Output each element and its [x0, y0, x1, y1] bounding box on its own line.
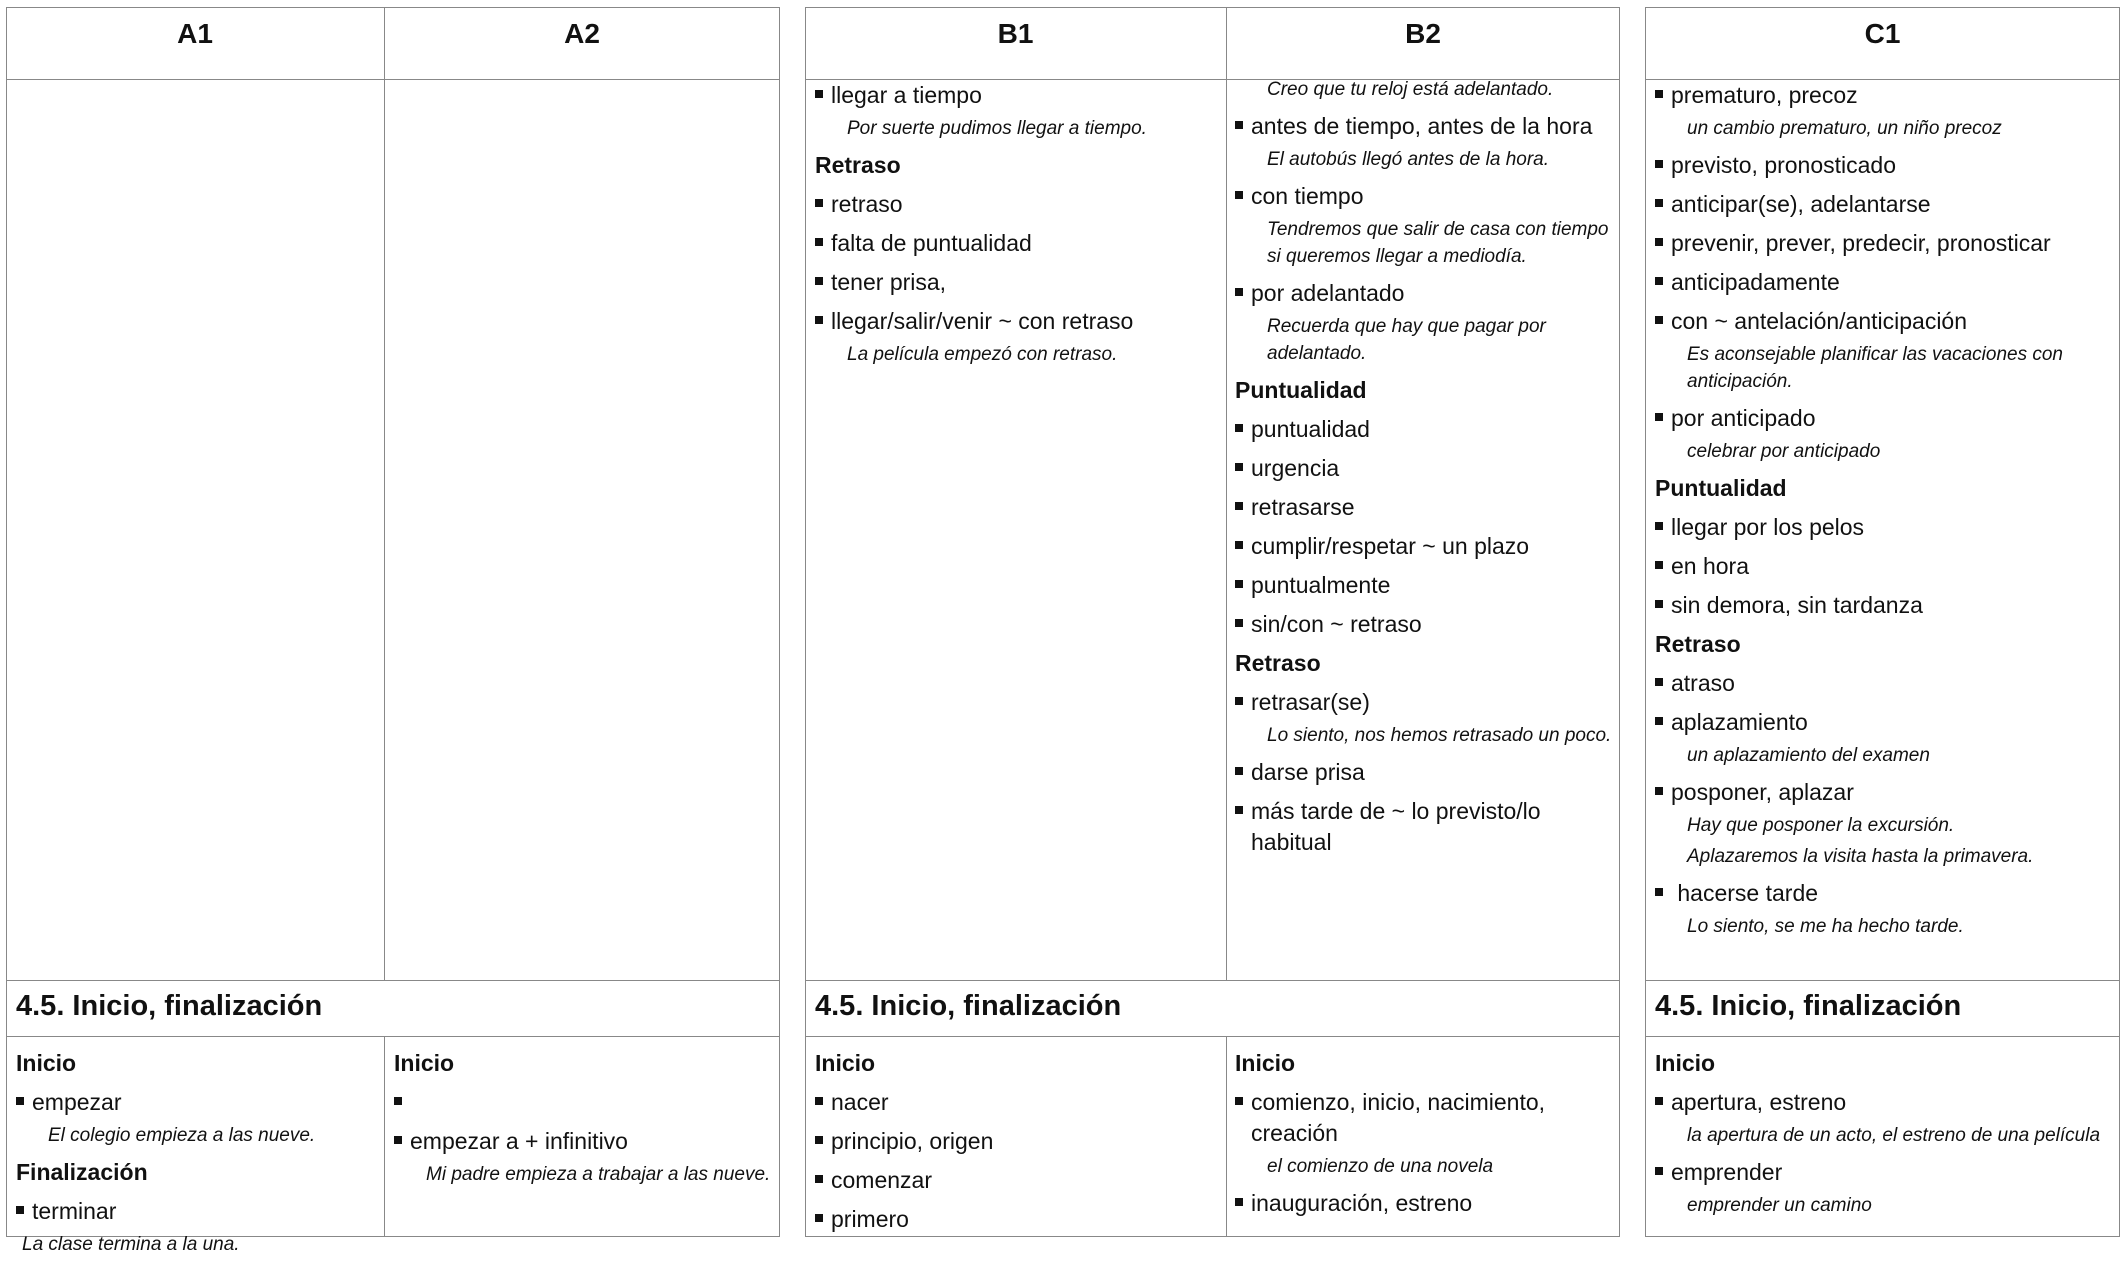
bullet-icon — [1235, 191, 1243, 199]
item-text: sin/con ~ retraso — [1251, 611, 1422, 637]
bullet-icon — [1655, 522, 1663, 530]
bullet-icon — [1655, 678, 1663, 686]
list-item — [815, 306, 1215, 337]
divider — [384, 7, 385, 980]
subheading: Inicio — [1655, 1050, 1716, 1076]
header-b2: B2 — [1405, 18, 1441, 49]
item-text: falta de puntualidad — [831, 230, 1032, 256]
list-item — [16, 1196, 381, 1227]
item-text: retraso — [831, 191, 903, 217]
bullet-icon — [1235, 767, 1243, 775]
bullet-icon — [1655, 1167, 1663, 1175]
c1-top-cell — [1655, 80, 2115, 948]
divider — [1226, 1036, 1227, 1236]
header-c1: C1 — [1864, 18, 1901, 49]
list-item — [1655, 306, 2115, 337]
example-text: Tendremos que salir de casa con tiempo si queremos llegar a mediodía. — [1267, 219, 1609, 267]
item-text: atraso — [1671, 670, 1735, 696]
list-item — [1235, 492, 1617, 523]
bullet-icon — [1235, 463, 1243, 471]
item-text: empezar a + infinitivo — [410, 1128, 628, 1154]
b2-bottom-cell — [1235, 1044, 1615, 1227]
list-item — [1655, 668, 2115, 699]
b2-top-cell — [1235, 80, 1617, 866]
list-item — [1235, 1087, 1615, 1149]
list-item — [1655, 707, 2115, 738]
list-item — [394, 1087, 774, 1118]
divider — [1645, 980, 2120, 981]
bullet-icon — [1655, 90, 1663, 98]
bullet-icon — [1655, 888, 1663, 896]
item-text: terminar — [32, 1198, 117, 1224]
list-item — [1655, 1157, 2115, 1188]
subheading: Puntualidad — [1655, 475, 1787, 501]
item-text: retrasar(se) — [1251, 689, 1370, 715]
list-item — [1655, 512, 2115, 543]
bullet-icon — [1655, 316, 1663, 324]
list-item — [1655, 189, 2115, 220]
example-text: Lo siento, nos hemos retrasado un poco. — [1267, 725, 1612, 746]
item-text: llegar/salir/venir ~ con retraso — [831, 308, 1134, 334]
bullet-icon — [1235, 502, 1243, 510]
item-text: anticipadamente — [1671, 269, 1840, 295]
example-text: Es aconsejable planificar las vacaciones con anticipación. — [1687, 344, 2063, 392]
item-text: darse prisa — [1251, 759, 1365, 785]
item-text: con ~ antelación/anticipación — [1671, 308, 1968, 334]
subheading: Finalización — [16, 1159, 148, 1185]
c1-bottom-cell — [1655, 1044, 2115, 1227]
section-title-b: 4.5. Inicio, finalización — [815, 990, 1122, 1022]
bullet-icon — [815, 199, 823, 207]
list-item — [1235, 757, 1617, 788]
bullet-icon — [1655, 238, 1663, 246]
example-text: Recuerda que hay que pagar por adelantado. — [1267, 316, 1546, 364]
item-text: puntualmente — [1251, 572, 1391, 598]
bullet-icon — [1655, 561, 1663, 569]
example-text: Por suerte pudimos llegar a tiempo. — [847, 118, 1147, 139]
bullet-icon — [1235, 424, 1243, 432]
header-a1: A1 — [177, 18, 213, 49]
bullet-icon — [1235, 288, 1243, 296]
list-item — [815, 189, 1215, 220]
item-text: aplazamiento — [1671, 709, 1808, 735]
bullet-icon — [1235, 580, 1243, 588]
list-item — [815, 1087, 1215, 1118]
bullet-icon — [1235, 1097, 1243, 1105]
list-item — [1235, 531, 1617, 562]
bullet-icon — [815, 1175, 823, 1183]
list-item — [16, 1087, 381, 1118]
list-item — [815, 1204, 1215, 1235]
list-item — [1235, 111, 1617, 142]
item-text: urgencia — [1251, 455, 1340, 481]
example-text: emprender un camino — [1687, 1195, 1872, 1216]
item-text: anticipar(se), adelantarse — [1671, 191, 1931, 217]
item-text: principio, origen — [831, 1128, 994, 1154]
list-item — [815, 1126, 1215, 1157]
item-text: prevenir, prever, predecir, pronosticar — [1671, 230, 2051, 256]
example-text: el comienzo de una novela — [1267, 1156, 1494, 1177]
divider — [1645, 1036, 2120, 1037]
list-item — [1235, 609, 1617, 640]
divider — [805, 980, 1620, 981]
item-text: posponer, aplazar — [1671, 779, 1854, 805]
item-text: por adelantado — [1251, 280, 1405, 306]
bullet-icon — [815, 1097, 823, 1105]
example-text: Lo siento, se me ha hecho tarde. — [1687, 916, 1964, 937]
subheading: Inicio — [1235, 1050, 1296, 1076]
a1-bottom-cell — [16, 1044, 381, 1266]
bullet-icon — [815, 238, 823, 246]
list-item — [1235, 414, 1617, 445]
list-item — [1655, 590, 2115, 621]
section-title-a: 4.5. Inicio, finalización — [16, 990, 323, 1022]
header-a2: A2 — [564, 18, 600, 49]
bullet-icon — [1655, 413, 1663, 421]
bullet-icon — [815, 277, 823, 285]
example-text: Hay que posponer la excursión. — [1687, 815, 1955, 836]
subheading: Retraso — [815, 152, 901, 178]
subheading: Retraso — [1655, 631, 1741, 657]
list-item — [815, 80, 1215, 111]
section-title-c: 4.5. Inicio, finalización — [1655, 990, 1962, 1022]
list-item — [1655, 80, 2115, 111]
item-text: emprender — [1671, 1159, 1783, 1185]
list-item — [815, 267, 1215, 298]
item-text: retrasarse — [1251, 494, 1355, 520]
bullet-icon — [815, 90, 823, 98]
list-item — [1235, 687, 1617, 718]
example-text: un cambio prematuro, un niño precoz — [1687, 118, 2002, 139]
subheading: Retraso — [1235, 650, 1321, 676]
item-text: apertura, estreno — [1671, 1089, 1847, 1115]
list-item — [1235, 796, 1617, 858]
bullet-icon — [1235, 697, 1243, 705]
list-item — [1655, 551, 2115, 582]
item-text: antes de tiempo, antes de la hora — [1251, 113, 1593, 139]
bullet-icon — [1235, 806, 1243, 814]
list-item — [1655, 267, 2115, 298]
list-item — [1655, 228, 2115, 259]
item-text: tener prisa, — [831, 269, 947, 295]
bullet-icon — [394, 1097, 402, 1105]
example-text: Aplazaremos la visita hasta la primavera. — [1687, 846, 2034, 867]
item-text: por anticipado — [1671, 405, 1816, 431]
divider — [6, 79, 780, 80]
bullet-icon — [1655, 1097, 1663, 1105]
list-item — [1235, 1188, 1615, 1219]
list-item — [1235, 278, 1617, 309]
bullet-icon — [1655, 787, 1663, 795]
bullet-icon — [1235, 121, 1243, 129]
example-text: El autobús llegó antes de la hora. — [1267, 149, 1550, 170]
example-text: un aplazamiento del examen — [1687, 745, 1930, 766]
item-text: nacer — [831, 1089, 889, 1115]
example-text: La clase termina a la una. — [22, 1234, 240, 1255]
item-text: más tarde de ~ lo previsto/lo habitual — [1251, 798, 1541, 855]
bullet-icon — [1655, 199, 1663, 207]
item-text: previsto, pronosticado — [1671, 152, 1897, 178]
list-item — [1235, 570, 1617, 601]
item-text: cumplir/respetar ~ un plazo — [1251, 533, 1530, 559]
bullet-icon — [1235, 619, 1243, 627]
list-item — [815, 228, 1215, 259]
bullet-icon — [1655, 277, 1663, 285]
header-b1: B1 — [997, 18, 1034, 49]
list-item — [1235, 453, 1617, 484]
item-text: sin demora, sin tardanza — [1671, 592, 1923, 618]
bullet-icon — [1655, 717, 1663, 725]
list-item — [1235, 181, 1617, 212]
example-text: Creo que tu reloj está adelantado. — [1267, 79, 1554, 100]
item-text: empezar — [32, 1089, 122, 1115]
bullet-icon — [815, 1136, 823, 1144]
item-text: comenzar — [831, 1167, 932, 1193]
bullet-icon — [16, 1097, 24, 1105]
example-text: la apertura de un acto, el estreno de una película — [1687, 1125, 2101, 1146]
list-item — [1655, 777, 2115, 808]
bullet-icon — [1235, 1198, 1243, 1206]
list-item — [394, 1126, 774, 1157]
list-item — [815, 1165, 1215, 1196]
bullet-icon — [16, 1206, 24, 1214]
divider — [384, 1036, 385, 1236]
item-text: llegar por los pelos — [1671, 514, 1865, 540]
item-text: primero — [831, 1206, 909, 1232]
divider — [805, 1036, 1620, 1037]
divider — [6, 980, 780, 981]
list-item — [1655, 878, 2115, 909]
b1-top-cell — [815, 80, 1215, 376]
item-text: hacerse tarde — [1671, 880, 1819, 906]
list-item — [1655, 403, 2115, 434]
a2-bottom-cell — [394, 1044, 774, 1196]
list-item — [1655, 1087, 2115, 1118]
bullet-icon — [815, 316, 823, 324]
bullet-icon — [815, 1214, 823, 1222]
subheading: Inicio — [394, 1050, 455, 1076]
subheading: Inicio — [16, 1050, 77, 1076]
bullet-icon — [1235, 541, 1243, 549]
example-text: Mi padre empieza a trabajar a las nueve. — [426, 1164, 771, 1185]
item-text: llegar a tiempo — [831, 82, 982, 108]
subheading: Inicio — [815, 1050, 876, 1076]
item-text: con tiempo — [1251, 183, 1364, 209]
list-item — [1655, 150, 2115, 181]
divider — [1226, 7, 1227, 980]
example-text: La película empezó con retraso. — [847, 344, 1118, 365]
item-text: prematuro, precoz — [1671, 82, 1858, 108]
b1-bottom-cell — [815, 1044, 1215, 1243]
item-text: inauguración, estreno — [1251, 1190, 1473, 1216]
bullet-icon — [1655, 600, 1663, 608]
bullet-icon — [394, 1136, 402, 1144]
item-text: comienzo, inicio, nacimiento, creación — [1251, 1089, 1546, 1146]
example-text: El colegio empieza a las nueve. — [48, 1125, 316, 1146]
divider — [6, 1036, 780, 1037]
example-text: celebrar por anticipado — [1687, 441, 1881, 462]
bullet-icon — [1655, 160, 1663, 168]
item-text: puntualidad — [1251, 416, 1370, 442]
subheading: Puntualidad — [1235, 377, 1367, 403]
item-text: en hora — [1671, 553, 1750, 579]
